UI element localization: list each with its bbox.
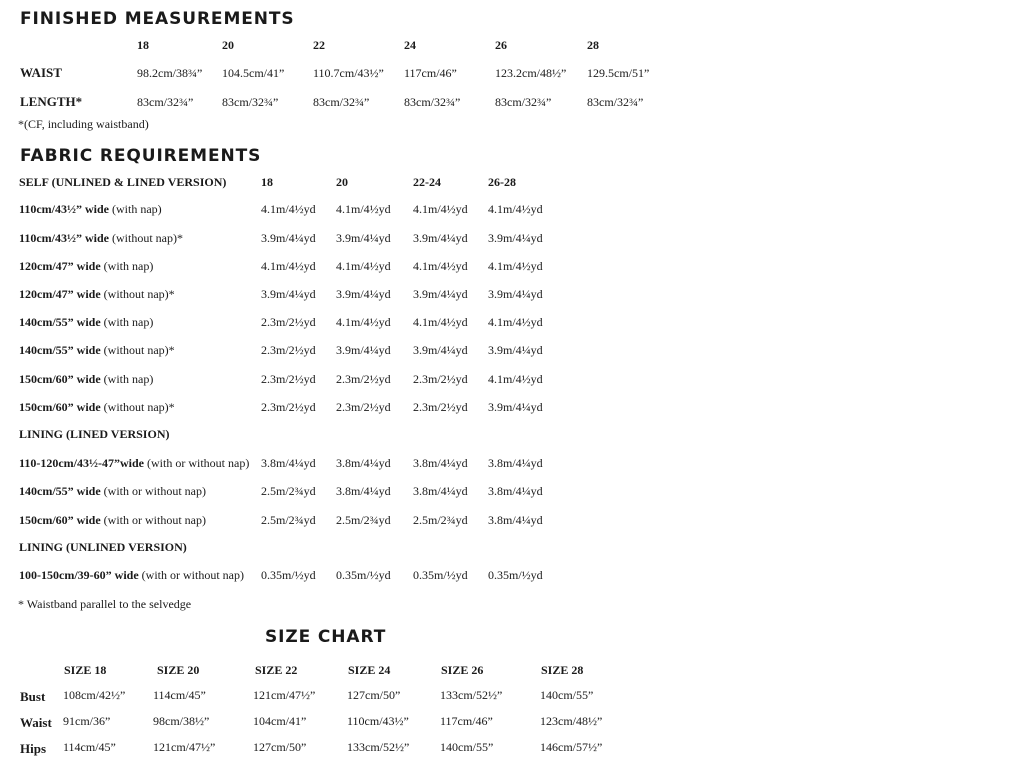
fabric-cell: 4.1m/4½yd	[413, 259, 468, 273]
row-label-width: 140cm/55” wide	[19, 484, 101, 498]
size-chart-header: SIZE 22	[255, 663, 298, 677]
fabric-row-label	[19, 484, 206, 499]
row-label-width: 110cm/43½” wide	[19, 202, 109, 216]
finished-note: *(CF, including waistband)	[18, 117, 149, 131]
size-chart-cell: 133cm/52½”	[440, 688, 503, 702]
lining-lined-heading: LINING (LINED VERSION)	[19, 427, 170, 441]
fabric-cell: 4.1m/4½yd	[488, 259, 543, 273]
size-chart-header: SIZE 20	[157, 663, 200, 677]
fabric-cell: 2.3m/2½yd	[261, 315, 316, 329]
fabric-row-label	[19, 231, 183, 246]
size-chart-header: SIZE 24	[348, 663, 391, 677]
fabric-cell: 3.9m/4¼yd	[488, 287, 543, 301]
fabric-cell: 3.9m/4¼yd	[488, 231, 543, 245]
finished-cell: 110.7cm/43½”	[313, 66, 384, 80]
finished-cell: 83cm/32¾”	[495, 95, 552, 109]
fabric-cell: 3.9m/4¼yd	[488, 343, 543, 357]
size-chart-cell: 140cm/55”	[540, 688, 594, 702]
fabric-note: * Waistband parallel to the selvedge	[18, 597, 192, 611]
row-label-width: 100-150cm/39-60” wide	[19, 568, 139, 582]
row-label-width: 150cm/60” wide	[19, 372, 101, 386]
finished-cell: 117cm/46”	[404, 66, 457, 80]
fabric-row-label	[19, 315, 153, 330]
size-chart-row-label: Waist	[20, 715, 52, 730]
size-chart-cell: 121cm/47½”	[153, 740, 216, 754]
fabric-cell: 0.35m/½yd	[261, 568, 316, 582]
fabric-cell: 3.8m/4¼yd	[336, 456, 391, 470]
row-label-nap: (without nap)*	[100, 400, 175, 414]
row-label-nap: (with or without nap)	[100, 484, 206, 498]
fabric-cell: 0.35m/½yd	[336, 568, 391, 582]
fabric-size-header: 22-24	[413, 175, 441, 189]
fabric-cell: 3.9m/4¼yd	[413, 343, 468, 357]
row-label-nap: (with or without nap)	[144, 456, 250, 470]
size-chart-cell: 121cm/47½”	[253, 688, 316, 702]
size-chart-header: SIZE 26	[441, 663, 484, 677]
fabric-cell: 3.9m/4¼yd	[261, 231, 316, 245]
size-chart-cell: 123cm/48½”	[540, 714, 603, 728]
fabric-cell: 3.9m/4¼yd	[488, 400, 543, 414]
fabric-cell: 3.9m/4¼yd	[413, 231, 468, 245]
fabric-cell: 2.3m/2½yd	[261, 400, 316, 414]
row-label-nap: (without nap)*	[100, 287, 175, 301]
fabric-cell: 4.1m/4½yd	[261, 202, 316, 216]
fabric-row-label	[19, 287, 175, 302]
row-label-nap: (with nap)	[109, 202, 162, 216]
self-section-heading: SELF (UNLINED & LINED VERSION)	[19, 175, 227, 189]
row-label-width: 150cm/60” wide	[19, 513, 101, 527]
fabric-cell: 4.1m/4½yd	[336, 259, 391, 273]
fabric-cell: 3.8m/4¼yd	[488, 484, 543, 498]
size-chart-title: SIZE CHART	[265, 627, 387, 647]
fabric-size-header: 18	[261, 175, 273, 189]
fabric-row-label	[19, 202, 162, 217]
fabric-size-header: 20	[336, 175, 348, 189]
finished-row-label: LENGTH*	[20, 94, 83, 109]
fabric-cell: 4.1m/4½yd	[261, 259, 316, 273]
size-chart-cell: 104cm/41”	[253, 714, 307, 728]
fabric-cell: 2.5m/2¾yd	[261, 513, 316, 527]
fabric-cell: 3.9m/4¼yd	[336, 231, 391, 245]
finished-size-header: 28	[587, 38, 599, 52]
finished-size-header: 22	[313, 38, 325, 52]
size-chart-row-label: Hips	[20, 741, 47, 756]
fabric-cell: 0.35m/½yd	[488, 568, 543, 582]
fabric-cell: 2.3m/2½yd	[261, 343, 316, 357]
fabric-cell: 3.8m/4¼yd	[488, 456, 543, 470]
size-chart-cell: 110cm/43½”	[347, 714, 409, 728]
fabric-cell: 4.1m/4½yd	[488, 315, 543, 329]
fabric-row-label	[19, 513, 206, 528]
lining-unlined-heading: LINING (UNLINED VERSION)	[19, 540, 187, 554]
fabric-row-label	[19, 343, 175, 358]
finished-cell: 83cm/32¾”	[404, 95, 461, 109]
size-chart-header: SIZE 18	[64, 663, 107, 677]
fabric-cell: 4.1m/4½yd	[488, 372, 543, 386]
row-label-nap: (without nap)*	[100, 343, 175, 357]
size-chart-cell: 98cm/38½”	[153, 714, 210, 728]
fabric-cell: 2.5m/2¾yd	[336, 513, 391, 527]
finished-cell: 83cm/32¾”	[587, 95, 644, 109]
fabric-cell: 4.1m/4½yd	[488, 202, 543, 216]
fabric-cell: 0.35m/½yd	[413, 568, 468, 582]
finished-cell: 123.2cm/48½”	[495, 66, 567, 80]
fabric-cell: 4.1m/4½yd	[336, 202, 391, 216]
row-label-width: 140cm/55” wide	[19, 315, 101, 329]
finished-cell: 104.5cm/41”	[222, 66, 285, 80]
row-label-nap: (with or without nap)	[138, 568, 244, 582]
finished-size-header: 18	[137, 38, 149, 52]
fabric-row-label	[19, 259, 153, 274]
fabric-cell: 3.9m/4¼yd	[413, 287, 468, 301]
size-chart-cell: 133cm/52½”	[347, 740, 410, 754]
fabric-cell: 2.3m/2½yd	[336, 400, 391, 414]
fabric-size-header: 26-28	[488, 175, 516, 189]
size-chart-cell: 114cm/45”	[63, 740, 116, 754]
row-label-width: 140cm/55” wide	[19, 343, 101, 357]
finished-size-header: 26	[495, 38, 507, 52]
size-chart-cell: 117cm/46”	[440, 714, 493, 728]
fabric-cell: 2.5m/2¾yd	[261, 484, 316, 498]
size-chart-cell: 146cm/57½”	[540, 740, 603, 754]
row-label-width: 110-120cm/43½-47”wide	[19, 456, 144, 470]
row-label-width: 120cm/47” wide	[19, 287, 101, 301]
finished-cell: 83cm/32¾”	[137, 95, 194, 109]
size-chart-cell: 114cm/45”	[153, 688, 206, 702]
finished-cell: 83cm/32¾”	[313, 95, 370, 109]
fabric-row-label	[19, 568, 244, 583]
fabric-cell: 3.8m/4¼yd	[413, 484, 468, 498]
fabric-cell: 2.3m/2½yd	[413, 400, 468, 414]
fabric-row-label	[19, 400, 175, 415]
finished-size-header: 20	[222, 38, 234, 52]
fabric-cell: 4.1m/4½yd	[413, 202, 468, 216]
fabric-cell: 3.8m/4¼yd	[261, 456, 316, 470]
size-chart-header: SIZE 28	[541, 663, 584, 677]
size-chart-cell: 127cm/50”	[253, 740, 307, 754]
finished-size-header: 24	[404, 38, 416, 52]
row-label-nap: (with nap)	[100, 259, 154, 273]
row-label-width: 110cm/43½” wide	[19, 231, 109, 245]
fabric-cell: 4.1m/4½yd	[336, 315, 391, 329]
fabric-row-label	[19, 372, 153, 387]
fabric-cell: 3.8m/4¼yd	[413, 456, 468, 470]
fabric-cell: 3.9m/4¼yd	[336, 343, 391, 357]
size-chart-row-label: Bust	[20, 689, 46, 704]
fabric-cell: 3.9m/4¼yd	[336, 287, 391, 301]
fabric-cell: 2.3m/2½yd	[261, 372, 316, 386]
fabric-cell: 2.3m/2½yd	[413, 372, 468, 386]
size-chart-cell: 91cm/36”	[63, 714, 111, 728]
row-label-nap: (with nap)	[100, 315, 154, 329]
fabric-cell: 2.5m/2¾yd	[413, 513, 468, 527]
fabric-cell: 3.8m/4¼yd	[336, 484, 391, 498]
row-label-width: 150cm/60” wide	[19, 400, 101, 414]
finished-row-label: WAIST	[20, 65, 62, 80]
fabric-row-label	[19, 456, 249, 471]
finished-cell: 129.5cm/51”	[587, 66, 650, 80]
row-label-nap: (with nap)	[100, 372, 154, 386]
fabric-cell: 2.3m/2½yd	[336, 372, 391, 386]
row-label-nap: (with or without nap)	[100, 513, 206, 527]
fabric-cell: 4.1m/4½yd	[413, 315, 468, 329]
fabric-cell: 3.8m/4¼yd	[488, 513, 543, 527]
finished-measurements-title: FINISHED MEASUREMENTS	[20, 9, 295, 29]
row-label-nap: (without nap)*	[109, 231, 183, 245]
size-chart-cell: 108cm/42½”	[63, 688, 126, 702]
size-chart-cell: 127cm/50”	[347, 688, 401, 702]
finished-cell: 98.2cm/38¾”	[137, 66, 203, 80]
fabric-requirements-title: FABRIC REQUIREMENTS	[20, 146, 262, 166]
fabric-cell: 3.9m/4¼yd	[261, 287, 316, 301]
finished-cell: 83cm/32¾”	[222, 95, 279, 109]
size-chart-cell: 140cm/55”	[440, 740, 494, 754]
row-label-width: 120cm/47” wide	[19, 259, 101, 273]
